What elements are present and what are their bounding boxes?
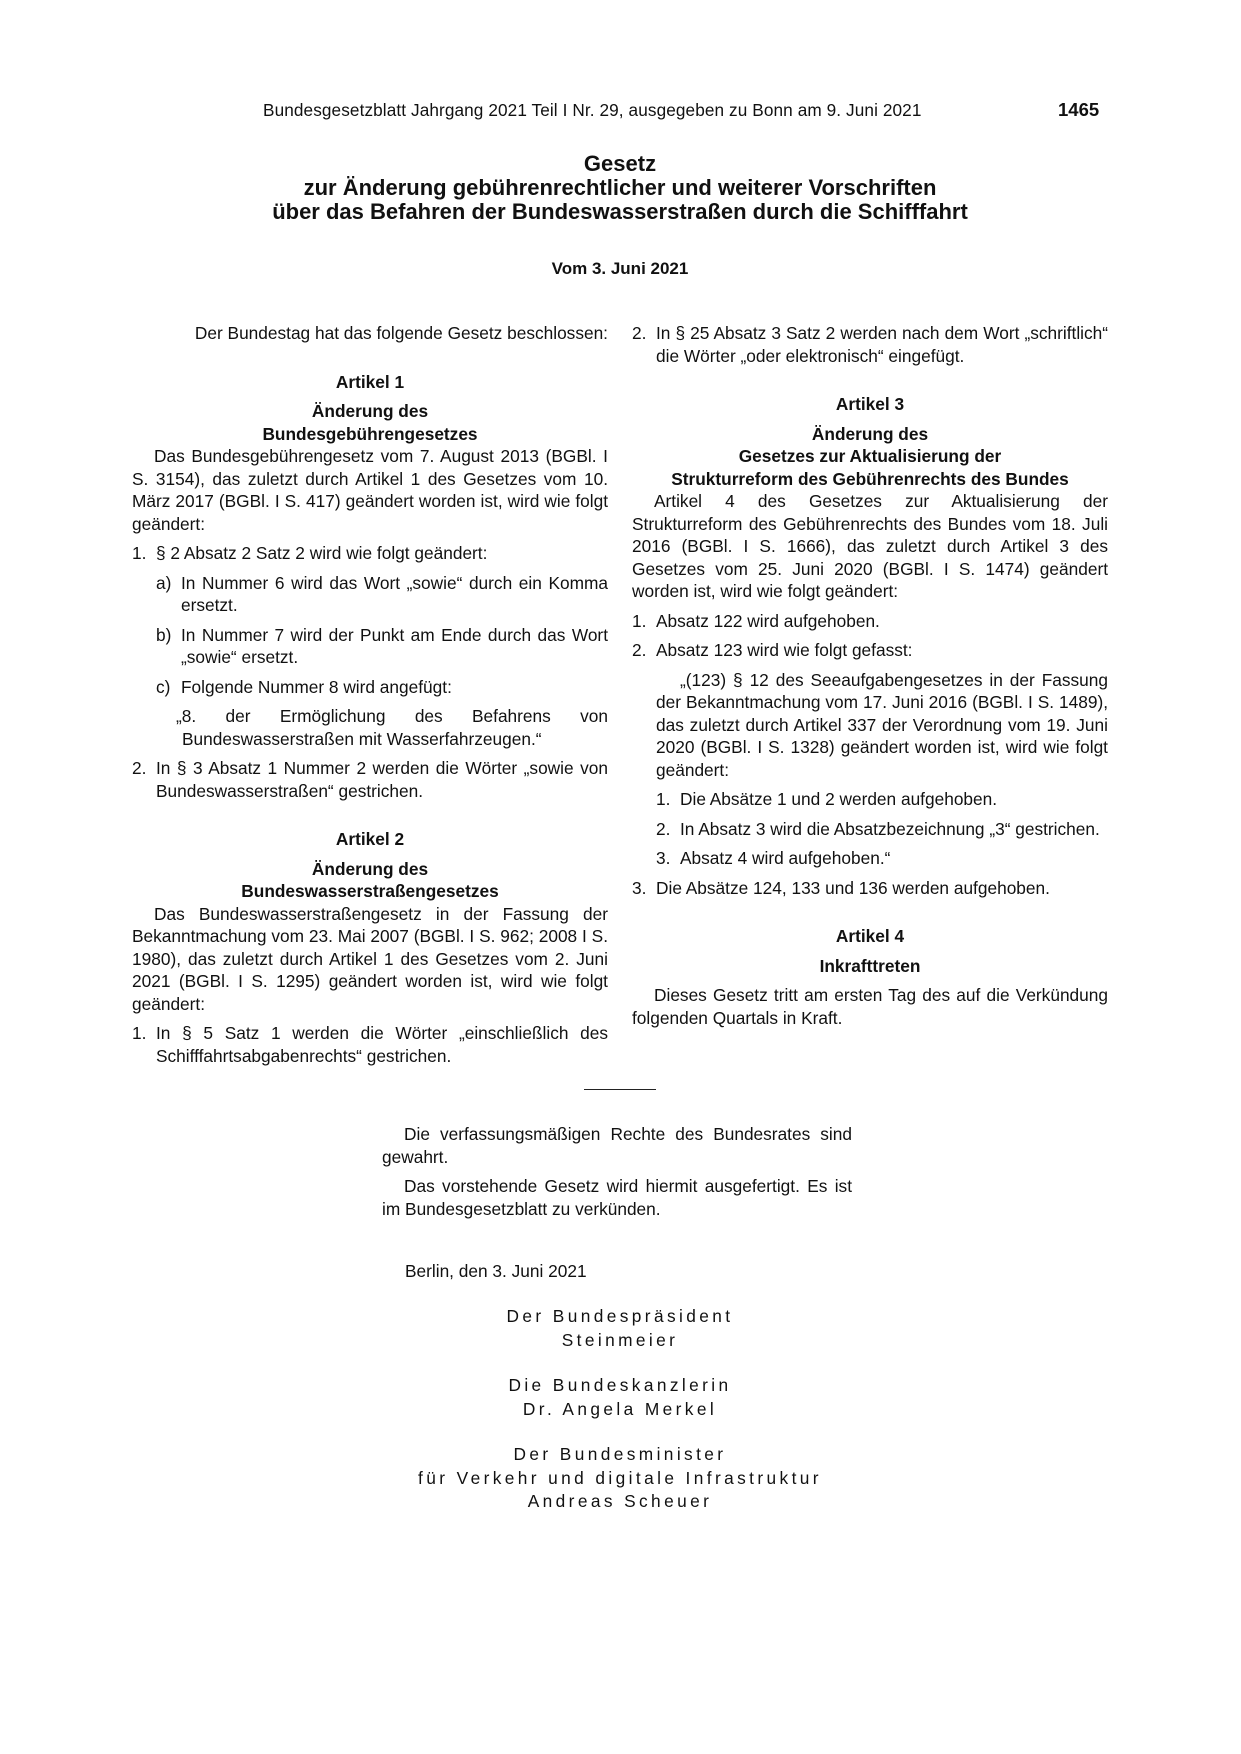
law-title: [130, 152, 1110, 224]
artikel-3-heading-line-1: Änderung des: [811, 423, 929, 444]
item-text: Die Absätze 1 und 2 werden aufgehoben.: [680, 789, 998, 809]
closing-paragraph-2: Das vorstehende Gesetz wird hiermit ausgefertigt. Es ist im Bundesgesetzblatt zu verkünden.: [382, 1176, 852, 1219]
signature-president: [370, 1305, 870, 1352]
title-line-3: über das Befahren der Bundeswasserstraßen durch die Schifffahrt: [272, 199, 968, 224]
artikel-3-quote-item-2: [656, 818, 1108, 841]
item-number: 3.: [632, 877, 647, 898]
artikel-3-heading-line-2: Gesetzes zur Aktualisierung der: [738, 446, 1002, 466]
signature-name: Steinmeier: [561, 1329, 679, 1350]
item-text: § 2 Absatz 2 Satz 2 wird wie folgt geändert:: [156, 543, 488, 563]
artikel-3-label: Artikel 3: [835, 394, 905, 414]
title-line-2: zur Änderung gebührenrechtlicher und weiterer Vorschriften: [303, 175, 937, 200]
item-text: Die Absätze 124, 133 und 136 werden aufgehoben.: [656, 877, 1050, 898]
item-text: In § 3 Absatz 1 Nummer 2 werden die Wörter „sowie von Bundeswasserstraßen“ gestrichen.: [156, 758, 608, 801]
item-text: Absatz 123 wird wie folgt gefasst:: [656, 640, 913, 660]
artikel-1-label: Artikel 1: [335, 371, 405, 392]
item-number: 1.: [132, 543, 147, 563]
artikel-3-item-2: [632, 639, 1108, 662]
item-number: 2.: [632, 640, 647, 660]
item-text: In Absatz 3 wird die Absatzbezeichnung „3“ gestrichen.: [680, 818, 1100, 839]
signature-title: Der Bundespräsident: [506, 1306, 734, 1326]
item-number: 2.: [656, 818, 671, 839]
artikel-3-item-1: [632, 610, 1108, 633]
page-number: 1465: [1058, 99, 1100, 120]
item-number: 3.: [656, 848, 671, 868]
right-column: [632, 322, 1108, 1029]
artikel-2-intro: Das Bundeswasserstraßengesetz in der Fassung der Bekanntmachung vom 23. Mai 2007 (BGBl. I S. 962; 2008 I S. 1980), das zuletzt durch Artikel 1 des Gesetzes vom 2. Juni 2021 (BGBl. I S. 1295) geändert worden ist, wird wie folgt geändert:: [132, 903, 608, 1014]
item-text: In § 25 Absatz 3 Satz 2 werden nach dem Wort „schriftlich“ die Wörter „oder elektronisch“ eingefügt.: [656, 323, 1108, 366]
signature-name: Andreas Scheuer: [527, 1491, 713, 1511]
artikel-3-item-3: [632, 877, 1108, 900]
item-text: Absatz 122 wird aufgehoben.: [656, 610, 880, 631]
artikel-3-heading-line-3: Strukturreform des Gebührenrechts des Bundes: [671, 468, 1069, 489]
item-text: In Nummer 6 wird das Wort „sowie“ durch ein Komma ersetzt.: [181, 572, 608, 615]
signature-minister: [370, 1443, 870, 1514]
left-column: [132, 322, 608, 1067]
artikel-4-heading: Inkrafttreten: [819, 955, 921, 976]
title-line-1: Gesetz: [583, 151, 657, 176]
item-number: 1.: [656, 789, 671, 809]
artikel-1-sub-c-quote: „8. der Ermöglichung des Befahrens von Bundeswasserstraßen mit Wasserfahrzeugen.“: [176, 706, 608, 749]
item-text: In § 5 Satz 1 werden die Wörter „einschließlich des Schifffahrtsabgabenrechts“ gestrichen.: [156, 1023, 608, 1066]
artikel-1-intro: Das Bundesgebührengesetz vom 7. August 2013 (BGBl. I S. 3154), das zuletzt durch Artikel 1 des Gesetzes vom 10. März 2017 (BGBl. I S. 417) geändert worden ist, wird wie folgt geändert:: [132, 446, 608, 534]
artikel-3-quote-intro: „(123) § 12 des Seeaufgabengesetzes in der Fassung der Bekanntmachung vom 17. Juni 2016 (BGBl. I S. 1489), das zuletzt durch Artikel 337 der Verordnung vom 19. Juni 2020 (BGBl. I S. 1328) geändert worden ist, wird wie folgt geändert:: [656, 669, 1108, 780]
item-number: c): [156, 676, 171, 697]
place-and-date: Berlin, den 3. Juni 2021: [405, 1261, 587, 1281]
artikel-2-item-1: [132, 1022, 608, 1067]
closing-paragraph-1: Die verfassungsmäßigen Rechte des Bundesrates sind gewahrt.: [382, 1124, 852, 1167]
law-date: Vom 3. Juni 2021: [551, 259, 689, 278]
closing-formula: [382, 1123, 852, 1220]
artikel-3-quote-item-1: [656, 788, 1108, 811]
item-number: 1.: [132, 1023, 147, 1043]
signature-subtitle: für Verkehr und digitale Infrastruktur: [418, 1467, 822, 1488]
artikel-1-sub-c: [156, 676, 608, 699]
item-text: Folgende Nummer 8 wird angefügt:: [181, 676, 452, 697]
item-text: Absatz 4 wird aufgehoben.“: [680, 848, 891, 868]
artikel-2-heading-line-1: Änderung des: [311, 858, 429, 879]
artikel-4-label: Artikel 4: [835, 926, 905, 946]
item-number: b): [156, 624, 172, 645]
item-number: a): [156, 572, 172, 593]
signature-title: Die Bundeskanzlerin: [508, 1375, 732, 1395]
signature-title: Der Bundesminister: [513, 1444, 727, 1464]
running-head: Bundesgesetzblatt Jahrgang 2021 Teil I Nr. 29, ausgegeben zu Bonn am 9. Juni 2021: [263, 100, 922, 120]
signature-chancellor: [370, 1374, 870, 1421]
item-number: 2.: [132, 758, 147, 778]
item-text: In Nummer 7 wird der Punkt am Ende durch das Wort „sowie“ ersetzt.: [181, 624, 608, 667]
artikel-1-item-2: [132, 757, 608, 802]
artikel-1-heading-line-2: Bundesgebührengesetzes: [262, 423, 478, 444]
artikel-2-item-2: [632, 322, 1108, 367]
item-number: 1.: [632, 610, 647, 631]
signature-name: Dr. Angela Merkel: [522, 1398, 718, 1419]
separator-rule: [584, 1089, 656, 1090]
artikel-1-heading-line-1: Änderung des: [311, 401, 429, 421]
artikel-1-sub-a: [156, 572, 608, 617]
artikel-1-item-1: [132, 542, 608, 565]
item-number: 2.: [632, 323, 647, 343]
artikel-4-text: Dieses Gesetz tritt am ersten Tag des auf die Verkündung folgenden Quartals in Kraft.: [632, 985, 1108, 1028]
artikel-3-intro: Artikel 4 des Gesetzes zur Aktualisierung der Strukturreform des Gebührenrechts des Bundes vom 18. Juli 2016 (BGBl. I S. 1666), das zuletzt durch Artikel 3 des Gesetzes vom 25. Juni 2020 (BGBl. I S. 1474) geändert worden ist, wird wie folgt geändert:: [632, 491, 1108, 601]
artikel-3-quote-item-3: [656, 847, 1108, 870]
artikel-2-label: Artikel 2: [335, 829, 405, 849]
artikel-1-sub-b: [156, 624, 608, 669]
preamble: Der Bundestag hat das folgende Gesetz beschlossen:: [194, 323, 608, 343]
artikel-2-heading-line-2: Bundeswasserstraßengesetzes: [241, 881, 499, 901]
